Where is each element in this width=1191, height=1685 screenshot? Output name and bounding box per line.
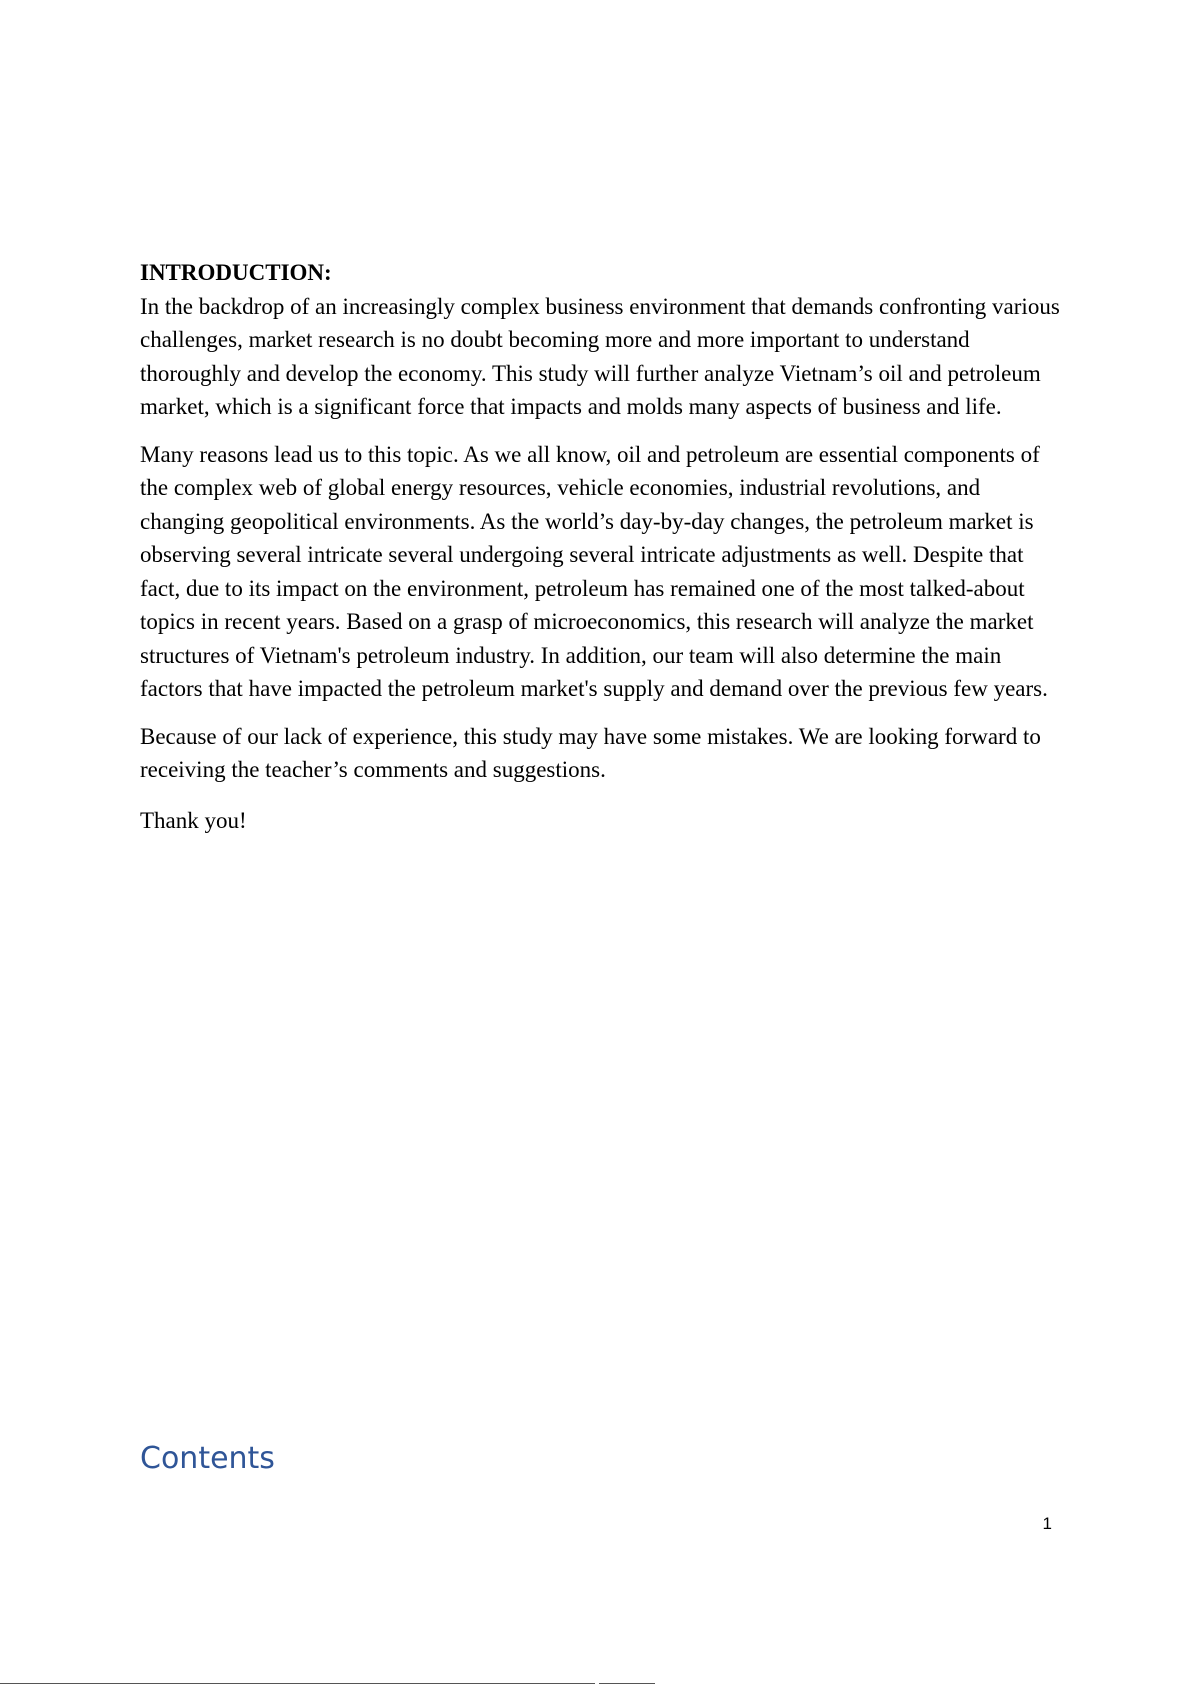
intro-paragraph-1: In the backdrop of an increasingly complex business environment that demands confronting various challenges, market research is no doubt becoming more and more important to understand thoroughly and develop the economy. This study will further analyze Vietnam’s oil and petroleum market, which is a significant force that impacts and molds many aspects of business and life. bbox=[140, 293, 1060, 419]
introduction-section bbox=[140, 256, 1060, 837]
footer-rule-segment bbox=[599, 1683, 655, 1684]
intro-paragraph-2: Many reasons lead us to this topic. As we all know, oil and petroleum are essential components of the complex web of global energy resources, vehicle economies, industrial revolutions, and changing geopolitical environments. As the world’s day-by-day changes, the petroleum market is observing several intricate several undergoing several intricate adjustments as well. Despite that fact, due to its impact on the environment, petroleum has remained one of the most talked-about topics in recent years. Based on a grasp of microeconomics, this research will analyze the market structures of Vietnam's petroleum industry. In addition, our team will also determine the main factors that have impacted the petroleum market's supply and demand over the previous few years. bbox=[140, 441, 1048, 701]
introduction-heading: INTRODUCTION: bbox=[140, 260, 332, 285]
contents-heading: Contents bbox=[140, 1441, 275, 1476]
thank-you-line: Thank you! bbox=[140, 807, 247, 833]
page-number: 1 bbox=[1042, 1514, 1052, 1533]
intro-paragraph-3: Because of our lack of experience, this study may have some mistakes. We are looking forward to receiving the teacher’s comments and suggestions. bbox=[140, 723, 1041, 782]
footer-rule bbox=[0, 1683, 595, 1684]
